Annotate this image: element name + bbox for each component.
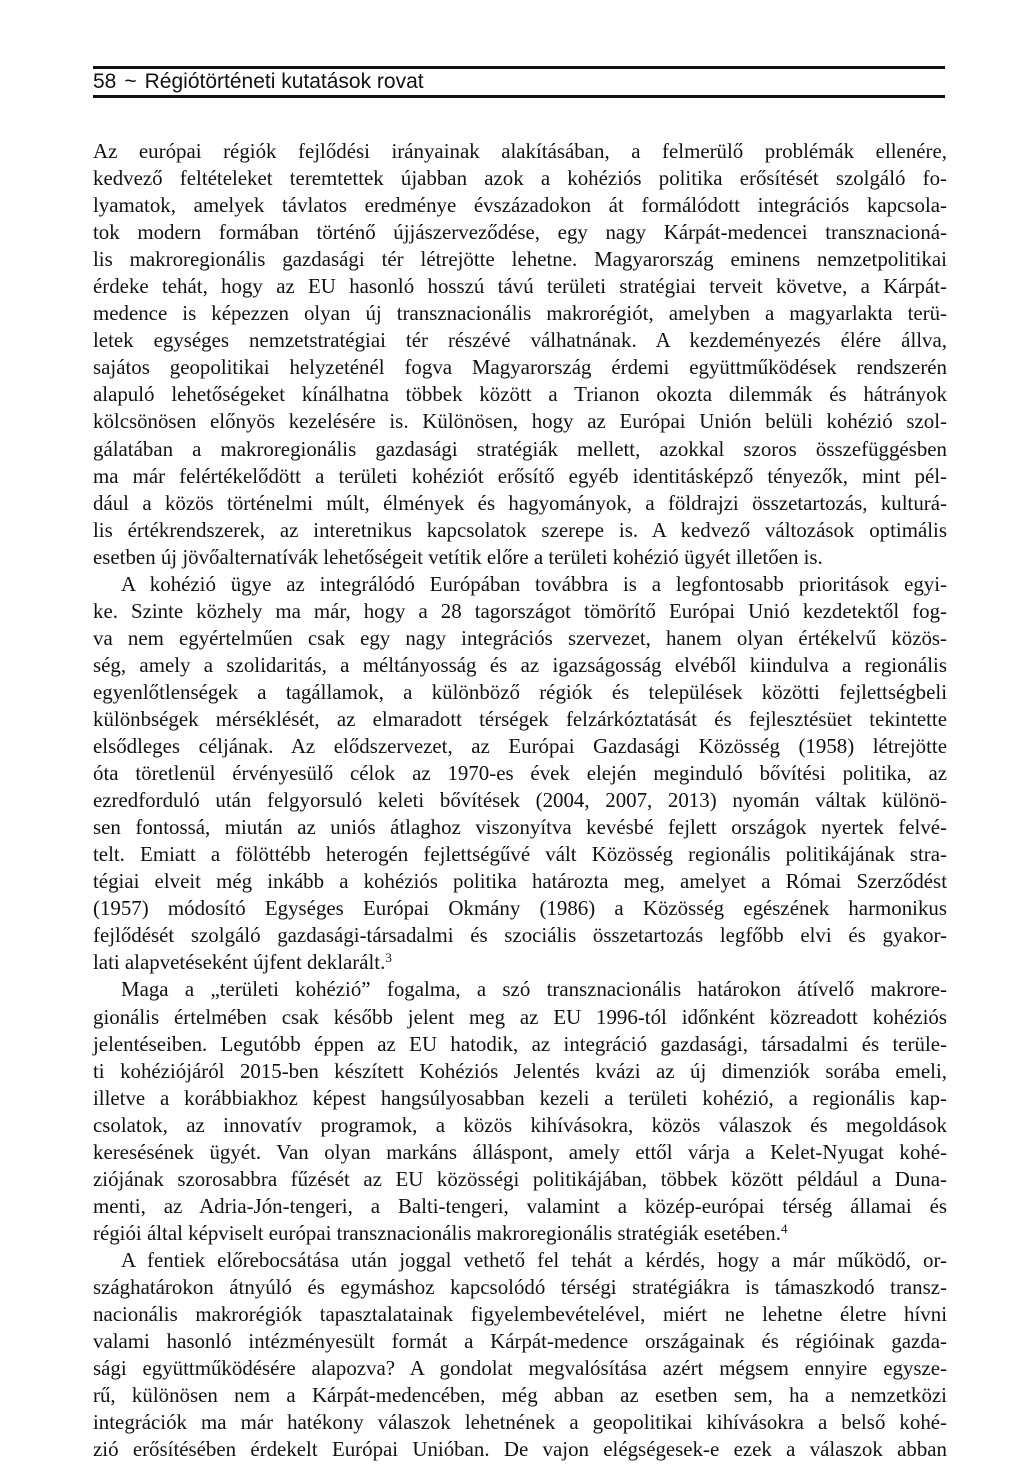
- text-line: va nem egyértelműen csak egy nagy integrációs szervezet, hanem olyan értékelvű közös-: [93, 625, 947, 650]
- text-line: alapuló lehetőségeket kínálhatna többek között a Trianon okozta dilemmák és hátrányok: [93, 382, 947, 407]
- page-number: 58: [93, 70, 117, 93]
- text-line: rű, különösen nem a Kárpát-medencében, még abban az esetben sem, ha a nemzetközi: [93, 1383, 947, 1408]
- text-line: zió erősítésében érdekelt Európai Unióban. De vajon elégségesek-e ezek a válaszok abban: [93, 1437, 947, 1462]
- text-line: valami hasonló intézményesült formát a Kárpát-medence országainak és régióinak gazda-: [93, 1329, 947, 1354]
- text-line: ziójának szorosabbra fűzését az EU közösségi politikájában, többek között például a Duna-: [93, 1166, 947, 1191]
- paragraph: [93, 1247, 947, 1463]
- text-line: sen fontossá, miután az uniós átlaghoz viszonyítva kevésbé fejlett országok nyertek felvé-: [93, 815, 947, 840]
- text-line: régiói által képviselt európai transznacionális makroregionális stratégiák esetében.$^4$: [93, 1220, 788, 1245]
- paragraph: [93, 571, 947, 977]
- text-line: jelentéseiben. Legutóbb éppen az EU hatodik, az integráció gazdasági, társadalmi és terüle-: [93, 1031, 947, 1056]
- text-line: lis makroregionális gazdasági tér létrejötte lehetne. Magyarország eminens nemzetpolitikai: [93, 247, 947, 272]
- text-line: (1957) módosító Egységes Európai Okmány (1986) a Közösség egészének harmonikus: [93, 896, 947, 921]
- text-line: illetve a korábbiakhoz képest hangsúlyosabban kezeli a területi kohézió, a regionális kap-: [93, 1085, 947, 1110]
- text-line: lis értékrendszerek, az interetnikus kapcsolatok szerepe is. A kedvező változások optimális: [93, 517, 947, 542]
- text-line: kedvező feltételeket teremtettek újabban azok a kohéziós politika erősítését szolgáló fo-: [93, 166, 947, 191]
- text-line: letek egységes nemzetstratégiai tér részévé válhatnának. A kezdeményezés élére állva,: [93, 328, 947, 353]
- text-line: elsődleges céljának. Az elődszervezet, az Európai Gazdasági Közösség (1958) létrejötte: [93, 734, 947, 759]
- text-line: kölcsönösen előnyös kezelésére is. Különösen, hogy az Európai Unión belüli kohézió szol-: [93, 409, 947, 434]
- text-line: csolatok, az innovatív programok, a közös kihívásokra, közös válaszok és megoldások: [93, 1112, 947, 1137]
- text-line: lati alapvetéseként újfent deklarált.$^3$: [93, 950, 392, 975]
- text-line: Az európai régiók fejlődési irányainak alakításában, a felmerülő problémák ellenére,: [93, 139, 947, 163]
- text-line: sági együttműködésére alapozva? A gondolat megvalósítása azért mégsem ennyire egysze-: [93, 1356, 947, 1381]
- text-line: medence is képezzen olyan új transznacionális makrorégiót, amelyben a magyarlakta terü-: [93, 301, 947, 326]
- text-line: ség, amely a szolidaritás, a méltányosság és az igazságosság elvéből kiindulva a regionális: [93, 652, 947, 677]
- text-line: különbségek mérséklését, az elmaradott térségek felzárkóztatását és fejlesztésüet tekintette: [93, 706, 947, 731]
- text-line: tok modern formában történő újjászerveződése, egy nagy Kárpát-medencei transznacioná-: [93, 220, 947, 245]
- text-line: telt. Emiatt a fölöttébb heterogén fejlettségűvé vált Közösség regionális politikájának stra-: [93, 842, 947, 867]
- text-line: óta töretlenül érvényesülő célok az 1970-es évek elején meginduló bővítési politika, az: [93, 761, 947, 786]
- text-line: ke. Szinte közhely ma már, hogy a 28 tagországot tömörítő Európai Unió kezdetektől fog-: [93, 598, 947, 623]
- text-line: egyenlőtlenségek a tagállamok, a különböző régiók és települések közötti fejlettségbeli: [93, 679, 947, 704]
- text-line: nacionális makrorégiók tapasztalatainak figyelembevételével, miért ne lehetne életre hívni: [93, 1302, 947, 1327]
- footnote-marker[interactable]: 3: [385, 950, 392, 966]
- footnote-marker[interactable]: 4: [780, 1220, 788, 1236]
- text-line: fejlődését szolgáló gazdasági-társadalmi és szociális összetartozás legfőbb elvi és gyakor-: [93, 923, 947, 948]
- text-line: menti, az Adria-Jón-tengeri, a Balti-tengeri, valamint a közép-európai térség államai és: [93, 1193, 947, 1218]
- text-line: ti kohéziójáról 2015-ben készített Kohéziós Jelentés kvázi az új dimenziók sorába emeli,: [93, 1058, 947, 1083]
- body-text: [93, 138, 947, 1463]
- text-line: szághatárokon átnyúló és egymáshoz kapcsolódó térségi stratégiákra is támaszkodó transz-: [93, 1274, 947, 1299]
- section-title: Régiótörténeti kutatások rovat: [144, 70, 424, 93]
- text-line: érdeke tehát, hogy az EU hasonló hosszú távú területi stratégiai terveit követve, a Kárpát-: [93, 274, 947, 299]
- text-line: keresésének ügyét. Van olyan markáns álláspont, amely ettől várja a Kelet-Nyugat kohé-: [93, 1139, 947, 1164]
- running-header: [93, 66, 945, 98]
- text-line: Maga a „területi kohézió” fogalma, a szó transznacionális határokon átívelő makrore-: [121, 977, 947, 1002]
- text-line: ezredforduló után felgyorsuló keleti bővítések (2004, 2007, 2013) nyomán váltak különö-: [93, 788, 947, 813]
- text-line: gálatában a makroregionális gazdasági stratégiák mellett, azokkal szoros összefüggésben: [93, 436, 947, 461]
- text-line: lyamatok, amelyek távlatos eredménye évszázadokon át formálódott integrációs kapcsola-: [93, 193, 947, 218]
- text-line: dául a közös történelmi múlt, élmények és hagyományok, a földrajzi összetartozás, kulturá-: [93, 490, 947, 515]
- text-line: ma már felértékelődött a területi kohéziót erősítő egyéb identitásképző tényezők, mint pél-: [93, 463, 947, 488]
- text-line: esetben új jövőalternatívák lehetőségeit vetítik előre a területi kohézió ügyét illetően is.: [93, 544, 823, 569]
- text-line: integrációk ma már hatékony válaszok lehetnének a geopolitikai kihívásokra a belső kohé-: [93, 1410, 947, 1435]
- text-line: A kohézió ügye az integrálódó Európában továbbra is a legfontosabb prioritások egyi-: [121, 571, 947, 596]
- text-line: tégiai elveit még inkább a kohéziós politika határozta meg, amelyet a Római Szerződést: [93, 869, 947, 894]
- text-line: A fentiek előrebocsátása után joggal vethető fel tehát a kérdés, hogy a már működő, or-: [121, 1247, 947, 1272]
- text-line: gionális értelmében csak később jelent meg az EU 1996-tól időnként közreadott kohéziós: [93, 1004, 947, 1029]
- paragraph: [93, 138, 947, 571]
- text-line: sajátos geopolitikai helyzeténél fogva Magyarország érdemi együttműködések rendszerén: [93, 355, 947, 380]
- paragraph: [93, 976, 947, 1246]
- header-separator: ~: [124, 70, 137, 93]
